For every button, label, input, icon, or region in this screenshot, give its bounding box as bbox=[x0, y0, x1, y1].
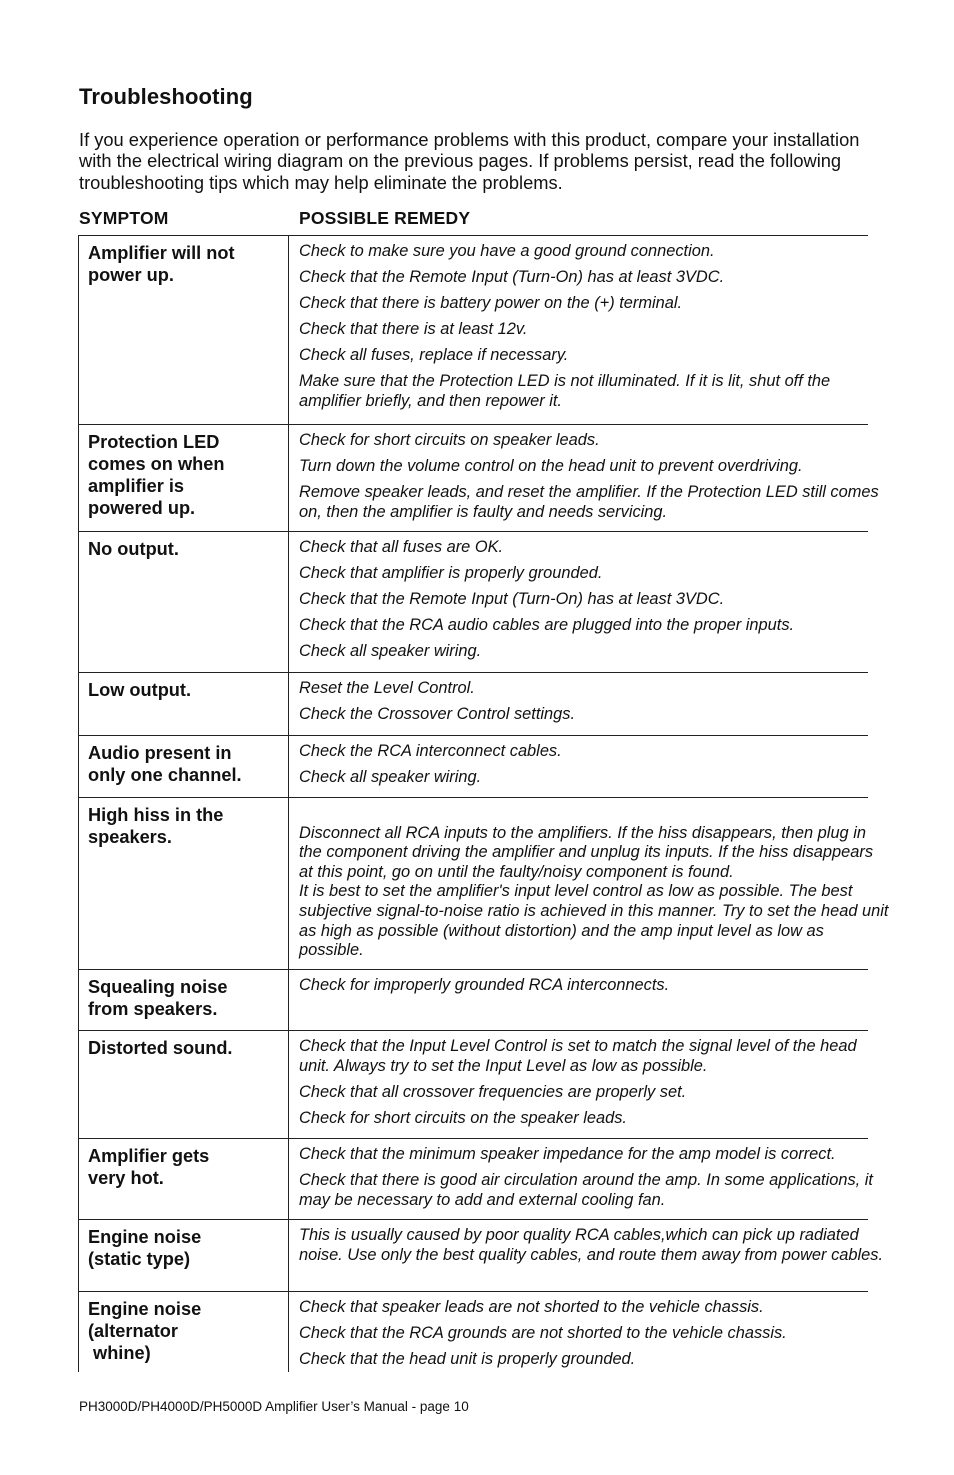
remedy-cell bbox=[299, 538, 884, 668]
remedy-item: Check that amplifier is properly grounded. bbox=[299, 564, 603, 583]
remedy-item: Check all speaker wiring. bbox=[299, 642, 482, 661]
remedy-cell bbox=[299, 1037, 884, 1135]
symptom-cell: No output. bbox=[88, 539, 179, 559]
intro-paragraph: If you experience operation or performance problems with this product, compare your installation with the electrical wiring diagram on the previous pages. If problems persist, read the following troubleshooting tips which may help eliminate the problems. bbox=[79, 129, 860, 193]
table-row bbox=[78, 424, 879, 531]
remedy-item: Check that the RCA grounds are not shorted to the vehicle chassis. bbox=[299, 1324, 787, 1343]
remedy-cell bbox=[299, 431, 884, 529]
remedy-item: Check for short circuits on the speaker leads. bbox=[299, 1108, 627, 1127]
symptom-cell: Engine noise (alternator whine) bbox=[88, 1299, 202, 1363]
remedy-item: Make sure that the Protection LED is not illuminated. If it is lit, shut off the amplifier briefly, and then repower it. bbox=[299, 372, 831, 411]
remedy-cell bbox=[299, 742, 884, 794]
remedy-item: Check that speaker leads are not shorted to the vehicle chassis. bbox=[299, 1298, 764, 1316]
table-row bbox=[78, 969, 868, 1030]
table-row bbox=[78, 1030, 868, 1138]
remedy-item: This is usually caused by poor quality RCA cables,which can pick up radiated noise. Use only the best quality cables, and route them away from power cables. bbox=[299, 1226, 883, 1264]
remedy-item: Check that the Input Level Control is set to match the signal level of the head unit. Always try to set the Input Level as low as possible. bbox=[299, 1037, 857, 1075]
remedy-cell bbox=[299, 976, 884, 1002]
remedy-cell bbox=[299, 679, 884, 731]
remedy-item: Check that the minimum speaker impedance for the amp model is correct. bbox=[299, 1145, 836, 1163]
remedy-column-header: POSSIBLE REMEDY bbox=[299, 208, 471, 228]
remedy-item: Check for short circuits on speaker leads. bbox=[299, 431, 600, 449]
table-row bbox=[78, 531, 868, 672]
symptom-cell: Engine noise (static type) bbox=[88, 1227, 202, 1269]
remedy-item: Turn down the volume control on the head unit to prevent overdriving. bbox=[299, 457, 803, 476]
symptom-column-header: SYMPTOM bbox=[79, 208, 169, 228]
symptom-cell: High hiss in the speakers. bbox=[88, 805, 224, 847]
remedy-cell bbox=[299, 1298, 884, 1376]
table-row bbox=[78, 672, 868, 735]
symptom-cell: Squealing noise from speakers. bbox=[88, 977, 228, 1019]
remedy-item: Check that the RCA audio cables are plugged into the proper inputs. bbox=[299, 616, 795, 635]
remedy-cell bbox=[299, 1226, 884, 1272]
symptom-cell: Distorted sound. bbox=[88, 1038, 233, 1058]
remedy-cell bbox=[299, 242, 884, 418]
remedy-item: Check that all fuses are OK. bbox=[299, 538, 504, 556]
remedy-item: Disconnect all RCA inputs to the amplifiers. If the hiss disappears, then plug in the component driving the amplifier and unplug its inputs. If the hiss disappears at this point, go on until the faulty/noisy component is found. It is best to set the amplifier's input level control as low as possible. The best subjective signal-to-noise ratio is achieved in this manner. Try to set the head unit as high as possible (without distortion) and the amp input level as low as possible. bbox=[299, 823, 889, 960]
symptom-cell: Protection LED comes on when amplifier is powered up. bbox=[88, 432, 225, 518]
symptom-cell: Amplifier will not power up. bbox=[88, 243, 235, 285]
remedy-cell bbox=[299, 1145, 884, 1217]
page-footer: PH3000D/PH4000D/PH5000D Amplifier User’s Manual - page 10 bbox=[79, 1399, 469, 1414]
symptom-cell: Amplifier gets very hot. bbox=[88, 1146, 210, 1188]
table-row bbox=[78, 235, 868, 424]
table-row bbox=[78, 735, 868, 797]
table-row bbox=[78, 1138, 873, 1219]
page-title: Troubleshooting bbox=[79, 84, 253, 109]
remedy-item: Check for improperly grounded RCA interconnects. bbox=[299, 976, 670, 994]
remedy-item: Check that the head unit is properly grounded. bbox=[299, 1350, 636, 1369]
symptom-cell: Audio present in only one channel. bbox=[88, 743, 242, 785]
remedy-item: Reset the Level Control. bbox=[299, 679, 475, 697]
remedy-item: Check to make sure you have a good ground connection. bbox=[299, 242, 715, 260]
symptom-cell: Low output. bbox=[88, 680, 192, 700]
remedy-item: Check that there is battery power on the (+) terminal. bbox=[299, 294, 683, 313]
remedy-item: Check that all crossover frequencies are properly set. bbox=[299, 1082, 687, 1101]
remedy-item: Check that the Remote Input (Turn-On) has at least 3VDC. bbox=[299, 268, 725, 287]
remedy-item: Check that the Remote Input (Turn-On) has at least 3VDC. bbox=[299, 590, 725, 609]
remedy-item: Check that there is at least 12v. bbox=[299, 320, 528, 339]
remedy-item: Check all speaker wiring. bbox=[299, 768, 482, 787]
table-row bbox=[78, 1291, 868, 1372]
table-row bbox=[78, 1219, 883, 1291]
table-row bbox=[78, 797, 889, 969]
remedy-item: Remove speaker leads, and reset the amplifier. If the Protection LED still comes on, then the amplifier is faulty and needs servicing. bbox=[299, 483, 879, 521]
remedy-item: Check that there is good air circulation around the amp. In some applications, it may be necessary to add and external cooling fan. bbox=[299, 1171, 873, 1209]
remedy-item: Check the Crossover Control settings. bbox=[299, 705, 576, 724]
remedy-item: Check the RCA interconnect cables. bbox=[299, 742, 562, 760]
remedy-item: Check all fuses, replace if necessary. bbox=[299, 346, 569, 365]
troubleshooting-table bbox=[78, 235, 889, 1372]
remedy-cell bbox=[299, 804, 889, 987]
